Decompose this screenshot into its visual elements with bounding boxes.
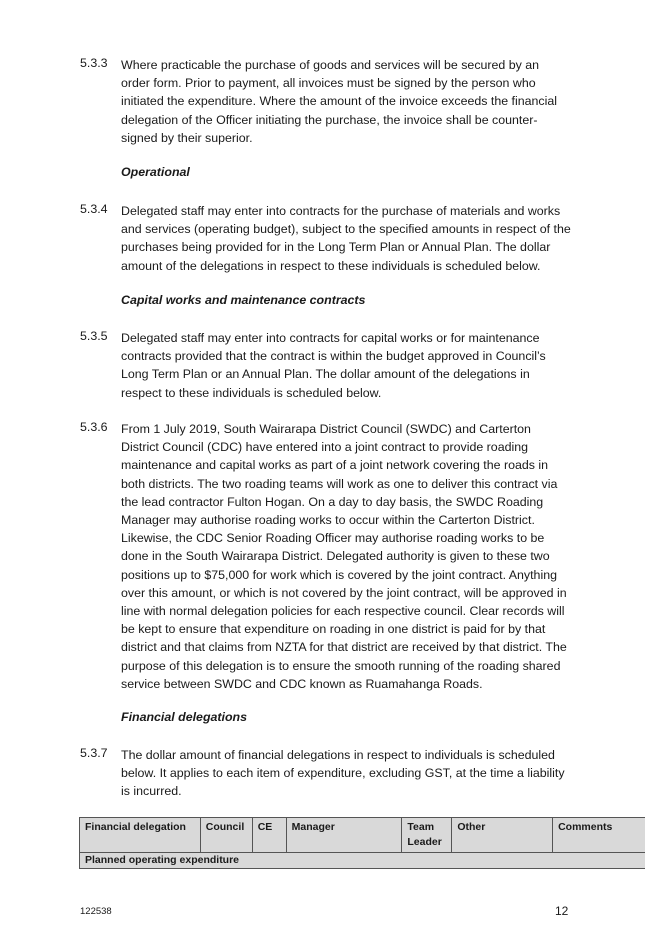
section-planned-operating-expenditure: Planned operating expenditure bbox=[80, 853, 645, 869]
clause-text: The dollar amount of financial delegations in respect to individuals is scheduled below. It applies to each item of expenditure, excluding GST, at the time a liability is incurred. bbox=[121, 748, 565, 799]
clause-number: 5.3.4 bbox=[80, 202, 108, 216]
column-header-council: Council bbox=[200, 818, 252, 853]
page-number: 12 bbox=[555, 904, 569, 918]
clause-number: 5.3.6 bbox=[80, 420, 108, 434]
clause-text: Delegated staff may enter into contracts for the purchase of materials and works and services (operating budget), subject to the specified amounts in respect of the purchases being provided for in the Long Term Plan or Annual Plan. The dollar amount of the delegations in respect to these individuals is scheduled below. bbox=[121, 204, 571, 273]
heading-capital-works: Capital works and maintenance contracts bbox=[121, 293, 366, 307]
clause-number: 5.3.7 bbox=[80, 746, 108, 760]
heading-financial-delegations: Financial delegations bbox=[121, 710, 247, 724]
financial-delegation-table bbox=[79, 817, 645, 869]
clause-text: From 1 July 2019, South Wairarapa District Council (SWDC) and Carterton District Council (CDC) have entered into a joint contract to provide roading maintenance and capital works as part of a joint network covering the roads in both districts. The two roading teams will work as one to deliver this contract via the lead contractor Fulton Hogan. On a day to day basis, the SWDC Roading Manager may authorise roading works to occur within the Carterton District. Likewise, the CDC Senior Roading Officer may authorise roading works to be done in the South Wairarapa District. Delegated authority is given to these two positions up to $75,000 for work which is covered by the joint contract. Anything over this amount, or which is not covered by the joint contract, will be approved in line with normal delegation policies for each respective council. Clear records will be kept to ensure that expenditure on roading in one district is paid for by that district and that claims from NZTA for that district are received by that district. The purpose of this delegation is to ensure the smooth running of the roading shared service between SWDC and CDC known as Ruamahanga Roads. bbox=[121, 422, 567, 691]
clause-number: 5.3.3 bbox=[80, 56, 108, 70]
clause-number: 5.3.5 bbox=[80, 329, 108, 343]
column-header-other: Other bbox=[452, 818, 553, 853]
column-header-ce: CE bbox=[252, 818, 286, 853]
clause-text: Where practicable the purchase of goods and services will be secured by an order form. Prior to payment, all invoices must be signed by the person who initiated the expenditure. Where the amount of the invoice exceeds the financial delegation of the Officer initiating the purchase, the invoice shall be counter-signed by their superior. bbox=[121, 58, 558, 145]
column-header-financial-delegation: Financial delegation bbox=[80, 818, 201, 853]
column-header-team-leader: Team Leader bbox=[402, 818, 452, 853]
heading-operational: Operational bbox=[121, 165, 190, 179]
clause-text: Delegated staff may enter into contracts for capital works or for maintenance contracts provided that the contract is within the budget approved in Council’s Long Term Plan or an Annual Plan. The dollar amount of the delegations in respect to these individuals is scheduled below. bbox=[121, 331, 546, 400]
column-header-comments: Comments bbox=[553, 818, 645, 853]
table-header-row bbox=[80, 818, 645, 853]
column-header-manager: Manager bbox=[286, 818, 402, 853]
table-section-row bbox=[80, 853, 645, 869]
document-id: 122538 bbox=[80, 906, 112, 917]
